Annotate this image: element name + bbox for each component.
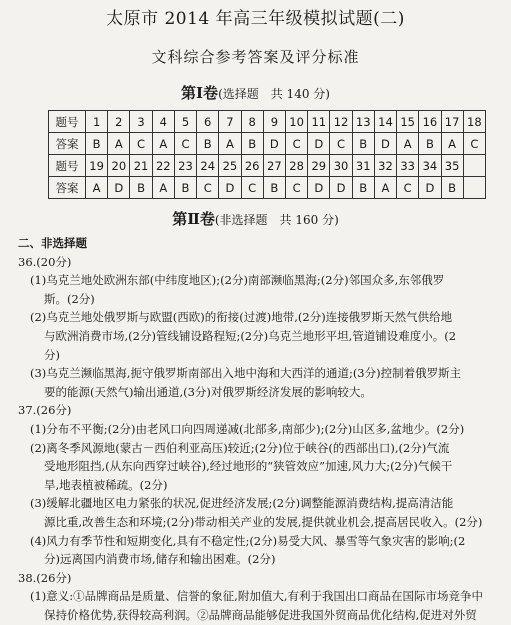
table-cell: D [308,133,330,155]
table-cell: 2 [108,111,130,133]
section-1-note: (选择题 共 140 分) [218,87,330,101]
answer-line: (1)乌克兰地处欧洲东部(中纬度地区);(2分)南部濒临黑海;(2分)邻国众多,东邻俄罗 [30,273,445,288]
row-label: 答案 [49,177,86,199]
answer-line: 要的能源(天然气)输出通道,(3分)对俄罗斯经济发展的影响较大。 [44,384,372,399]
table-cell: C [197,177,219,199]
answer-line: 旱,地表植被稀疏。(2分) [44,477,168,492]
table-cell: 19 [86,155,108,177]
table-cell: 17 [441,111,463,133]
table-cell: A [152,133,174,155]
table-cell: 10 [285,111,307,133]
table-cell: 14 [374,111,396,133]
table-cell: D [308,177,330,199]
page-title: 太原市 2014 年高三年级模拟试题(二) [106,9,405,29]
table-row [49,111,486,133]
table-cell: 24 [197,155,219,177]
section-2-heading [0,208,511,229]
table-cell: A [374,177,396,199]
table-cell: B [352,177,374,199]
question-heading: 37.(26分) [18,403,72,418]
table-cell: 11 [308,111,330,133]
table-cell: B [419,133,441,155]
answer-line: 受地形阻挡,(从东向西穿过峡谷),经过地形的“狭管效应”加速,风力大;(2分)气候干 [44,459,453,474]
answer-line: 源比重,改善生态和环境;(2分)带动相关产业的发展,提供就业机会,提高居民收入。(2分) [44,514,483,529]
table-cell: D [219,177,241,199]
section-1-title: 第Ⅰ卷 [181,84,219,102]
table-cell: 15 [397,111,419,133]
page-subtitle: 文科综合参考答案及评分标准 [151,48,360,66]
section-2-title: 第Ⅱ卷 [172,210,215,228]
table-cell: C [463,133,485,155]
answer-line: 分)远离国内消费市场,储存和输出困难。(2分) [44,552,276,567]
table-cell: 22 [152,155,174,177]
table-cell: 35 [441,155,463,177]
table-cell: A [86,177,108,199]
answer-line: (1)意义:①品牌商品是质量、信誉的象征,附加值大,有利于我国出口商品在国际市场竞争中 [30,589,483,604]
answer-line: (4)风力有季节性和短期变化,具有不稳定性;(2分)易受大风、暴雪等气象灾害的影响;(2 [30,533,466,548]
section-1-heading [0,82,511,103]
table-cell: B [263,177,285,199]
answer-line: (3)缓解北疆地区电力紧张的状况,促进经济发展;(2分)调整能源消费结构,提高清洁能 [30,496,454,511]
table-cell-empty [463,177,485,199]
table-cell: A [219,133,241,155]
answer-line: 分) [44,347,60,362]
table-cell: 33 [397,155,419,177]
table-cell: 16 [419,111,441,133]
row-label: 题号 [49,111,86,133]
table-cell: B [241,133,263,155]
table-cell: C [330,133,352,155]
table-cell-empty [463,155,485,177]
table-cell: 4 [152,111,174,133]
table-cell: D [419,177,441,199]
table-cell: B [197,133,219,155]
table-cell: D [263,133,285,155]
table-cell: 26 [241,155,263,177]
table-cell: B [352,133,374,155]
table-cell: 29 [308,155,330,177]
section-2-note: (非选择题 共 160 分) [214,213,339,227]
table-cell: B [86,133,108,155]
answer-table [48,110,486,199]
table-cell: 20 [108,155,130,177]
table-cell: 25 [219,155,241,177]
table-cell: 5 [174,111,196,133]
question-heading: 36.(20分) [18,254,72,269]
table-cell: C [285,133,307,155]
answer-line: 保持价格优势,获得较高利润。②品牌商品能够促进我国外贸商品优化结构,促进对外贸 [44,607,477,622]
table-row [49,155,486,177]
answer-line: (2)离冬季风源地(蒙古－西伯利亚高压)较近;(2分)位于峡谷(的西部出口),(2分)气流 [30,440,450,455]
table-cell: D [108,177,130,199]
table-cell: C [285,177,307,199]
table-row [49,133,486,155]
table-cell: A [397,133,419,155]
answer-line: (1)分布不平衡;(2分)由老风口向四周递减(北部多,南部少);(2分)山区多,盆地少。(2分) [30,421,465,436]
table-cell: 27 [263,155,285,177]
table-cell: 9 [263,111,285,133]
table-cell: 8 [241,111,263,133]
question-heading: 38.(26分) [18,570,72,585]
table-cell: 23 [174,155,196,177]
table-cell: C [174,133,196,155]
table-cell: 30 [330,155,352,177]
table-cell: A [108,133,130,155]
table-cell: 28 [285,155,307,177]
table-cell: 12 [330,111,352,133]
answer-line: (2)乌克兰地处俄罗斯与欧盟(西欧)的衔接(过渡)地带,(2分)连接俄罗斯天然气供给地 [30,310,453,325]
table-cell: A [441,133,463,155]
table-cell: 32 [374,155,396,177]
row-label: 答案 [49,133,86,155]
answer-body [18,234,500,624]
table-cell: D [330,177,352,199]
table-cell: A [152,177,174,199]
table-cell: 21 [130,155,152,177]
answer-line: 斯。(2分) [44,291,95,306]
table-cell: 31 [352,155,374,177]
table-cell: 3 [130,111,152,133]
table-cell: 7 [219,111,241,133]
table-cell: D [374,133,396,155]
table-cell: 1 [86,111,108,133]
table-cell: 13 [352,111,374,133]
table-row [49,177,486,199]
answer-line: (3)乌克兰濒临黑海,扼守俄罗斯南部出入地中海和大西洋的通道;(3分)控制着俄罗斯主 [30,366,462,381]
answer-line: 与欧洲消费市场,(2分)管线铺设路程短;(2分)乌克兰地形平坦,管道铺设难度小。(2 [44,328,457,343]
row-label: 题号 [49,155,86,177]
table-cell: C [397,177,419,199]
part-heading: 二、非选择题 [18,236,87,250]
table-cell: 18 [463,111,485,133]
table-cell: 6 [197,111,219,133]
table-cell: B [441,177,463,199]
table-cell: B [130,177,152,199]
table-cell: C [241,177,263,199]
table-cell: C [130,133,152,155]
table-cell: B [174,177,196,199]
table-cell: 34 [419,155,441,177]
